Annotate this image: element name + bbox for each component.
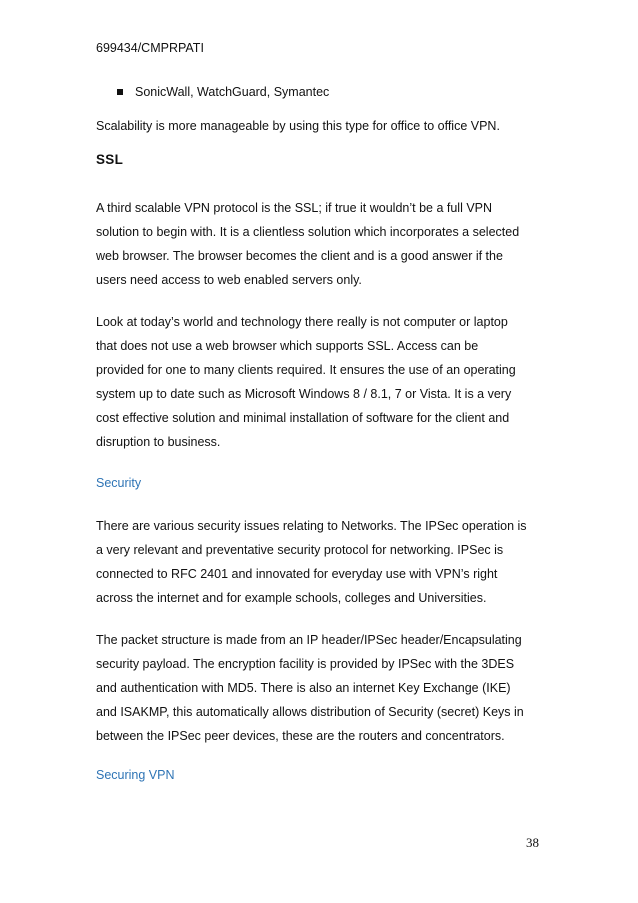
paragraph-line: between the IPSec peer devices, these are the routers and concentrators.	[96, 729, 505, 743]
ssl-paragraph-2	[96, 310, 556, 454]
scalability-paragraph	[96, 114, 556, 138]
paragraph-line: and ISAKMP, this automatically allows distribution of Security (secret) Keys in	[96, 705, 524, 719]
paragraph-line: The packet structure is made from an IP header/IPSec header/Encapsulating	[96, 633, 522, 647]
paragraph-line: cost effective solution and minimal installation of software for the client and	[96, 411, 510, 425]
paragraph-line: Scalability is more manageable by using this type for office to office VPN.	[96, 119, 500, 133]
paragraph-line: Look at today’s world and technology there really is not computer or laptop	[96, 315, 508, 329]
security-paragraph-1	[96, 514, 556, 610]
paragraph-line: users need access to web enabled servers only.	[96, 273, 362, 287]
paragraph-line: There are various security issues relating to Networks. The IPSec operation is	[96, 519, 527, 533]
paragraph-line: connected to RFC 2401 and innovated for everyday use with VPN’s right	[96, 567, 498, 581]
paragraph-line: A third scalable VPN protocol is the SSL; if true it wouldn’t be a full VPN	[96, 201, 493, 215]
paragraph-line: web browser. The browser becomes the client and is a good answer if the	[96, 249, 503, 263]
ssl-paragraph-1	[96, 196, 556, 292]
security-paragraph-2	[96, 628, 556, 748]
paragraph-line: disruption to business.	[96, 435, 221, 449]
bullet-list-item	[117, 84, 329, 100]
square-bullet-icon	[117, 89, 123, 95]
paragraph-line: that does not use a web browser which supports SSL. Access can be	[96, 339, 479, 353]
paragraph-line: solution to begin with. It is a clientless solution which incorporates a selected	[96, 225, 520, 239]
document-id-header: 699434/CMPRPATI	[96, 41, 204, 55]
paragraph-line: provided for one to many clients required. It ensures the use of an operating	[96, 363, 516, 377]
ssl-heading: SSL	[96, 152, 124, 167]
security-heading: Security	[96, 476, 142, 490]
paragraph-line: across the internet and for example schools, colleges and Universities.	[96, 591, 487, 605]
bullet-item-text: SonicWall, WatchGuard, Symantec	[135, 85, 330, 99]
paragraph-line: and authentication with MD5. There is also an internet Key Exchange (IKE)	[96, 681, 511, 695]
paragraph-line: a very relevant and preventative security protocol for networking. IPSec is	[96, 543, 504, 557]
paragraph-line: security payload. The encryption facility is provided by IPSec with the 3DES	[96, 657, 515, 671]
securing-vpn-heading: Securing VPN	[96, 768, 175, 782]
paragraph-line: system up to date such as Microsoft Windows 8 / 8.1, 7 or Vista. It is a very	[96, 387, 512, 401]
page-number: 38	[526, 835, 539, 850]
